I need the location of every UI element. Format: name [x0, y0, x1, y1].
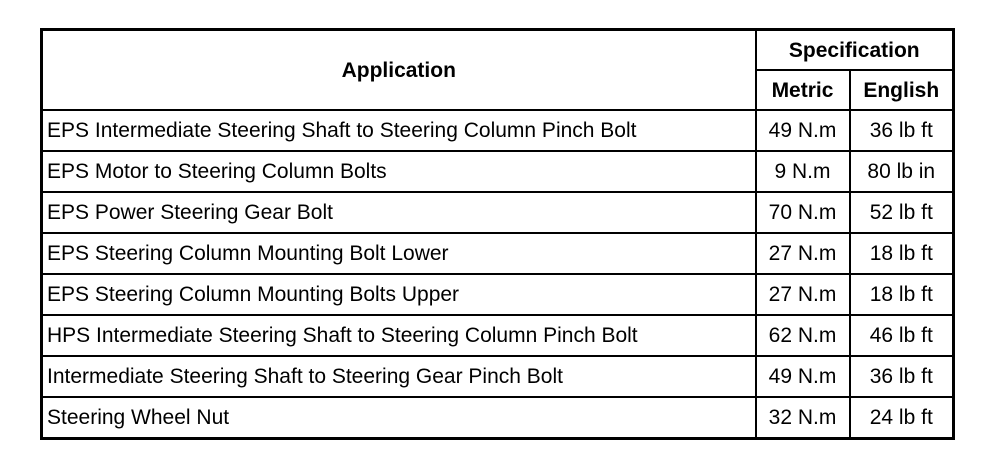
- application-cell: EPS Power Steering Gear Bolt: [42, 192, 756, 233]
- application-header: Application: [42, 30, 756, 111]
- metric-cell: 27 N.m: [756, 274, 850, 315]
- table-row: [42, 110, 954, 151]
- metric-cell: 70 N.m: [756, 192, 850, 233]
- english-cell: 18 lb ft: [850, 233, 954, 274]
- english-cell: 52 lb ft: [850, 192, 954, 233]
- application-cell: EPS Motor to Steering Column Bolts: [42, 151, 756, 192]
- english-cell: 46 lb ft: [850, 315, 954, 356]
- metric-cell: 49 N.m: [756, 356, 850, 397]
- metric-cell: 49 N.m: [756, 110, 850, 151]
- metric-cell: 27 N.m: [756, 233, 850, 274]
- table-row: [42, 274, 954, 315]
- english-header: English: [850, 70, 954, 110]
- metric-cell: 32 N.m: [756, 397, 850, 438]
- table-row: [42, 315, 954, 356]
- table-row: [42, 397, 954, 438]
- table-row: [42, 356, 954, 397]
- torque-specification-table: [40, 28, 955, 440]
- english-cell: 18 lb ft: [850, 274, 954, 315]
- metric-cell: 9 N.m: [756, 151, 850, 192]
- english-cell: 80 lb in: [850, 151, 954, 192]
- table-row: [42, 151, 954, 192]
- application-cell: Steering Wheel Nut: [42, 397, 756, 438]
- metric-cell: 62 N.m: [756, 315, 850, 356]
- application-cell: Intermediate Steering Shaft to Steering Gear Pinch Bolt: [42, 356, 756, 397]
- application-cell: EPS Steering Column Mounting Bolt Lower: [42, 233, 756, 274]
- english-cell: 36 lb ft: [850, 110, 954, 151]
- metric-header: Metric: [756, 70, 850, 110]
- application-cell: EPS Steering Column Mounting Bolts Upper: [42, 274, 756, 315]
- application-cell: HPS Intermediate Steering Shaft to Steering Column Pinch Bolt: [42, 315, 756, 356]
- table-row: [42, 192, 954, 233]
- english-cell: 36 lb ft: [850, 356, 954, 397]
- application-cell: EPS Intermediate Steering Shaft to Steering Column Pinch Bolt: [42, 110, 756, 151]
- english-cell: 24 lb ft: [850, 397, 954, 438]
- specification-header: Specification: [756, 30, 954, 71]
- table-row: [42, 233, 954, 274]
